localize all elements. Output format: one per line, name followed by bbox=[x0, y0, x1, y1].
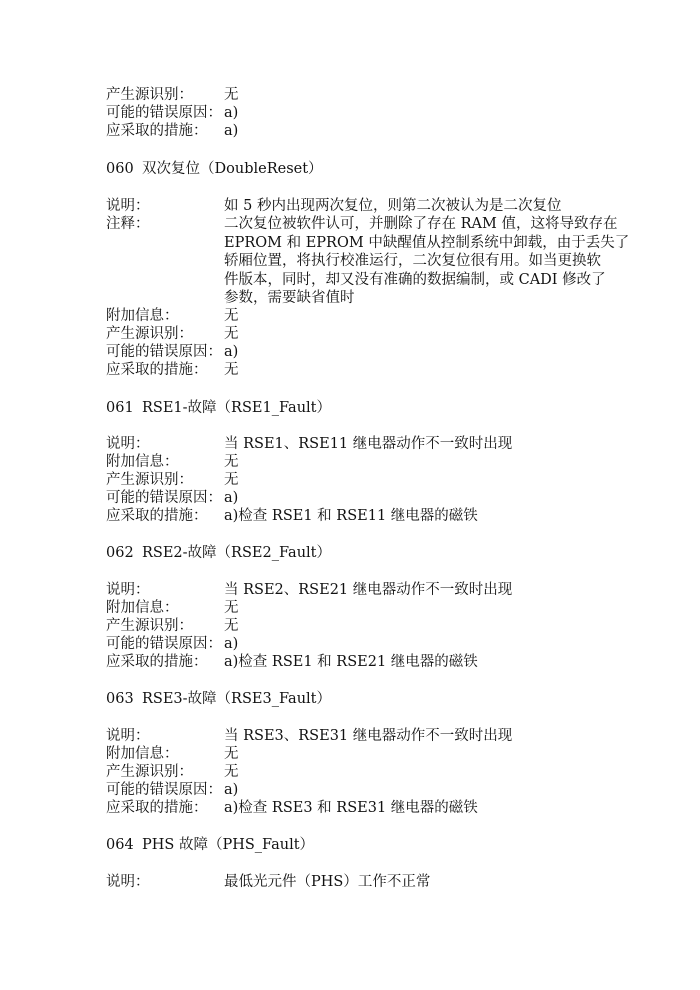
section-heading-064 bbox=[106, 836, 314, 854]
field-label: 可能的错误原因： bbox=[106, 490, 222, 506]
field-label: 可能的错误原因： bbox=[106, 782, 222, 798]
field-label: 应采取的措施： bbox=[106, 123, 208, 139]
field-value: a) bbox=[224, 344, 239, 360]
field-label: 应采取的措施： bbox=[106, 800, 208, 816]
field-value: a) bbox=[224, 782, 239, 798]
note-line: 轿厢位置，将执行校准运行，二次复位很有用。如当更换软 bbox=[224, 253, 601, 269]
field-value: a) bbox=[224, 636, 239, 652]
field-label: 产生源识别： bbox=[106, 472, 193, 488]
section-title: RSE2-故障（RSE2_Fault） bbox=[142, 545, 331, 561]
field-value: 无 bbox=[224, 454, 239, 470]
field-value: 无 bbox=[224, 746, 239, 762]
field-label: 应采取的措施： bbox=[106, 508, 208, 524]
section-heading-060 bbox=[106, 160, 323, 178]
field-value: a)检查 RSE1 和 RSE21 继电器的磁铁 bbox=[224, 654, 478, 670]
section-heading-061 bbox=[106, 399, 331, 417]
field-label: 说明： bbox=[106, 874, 150, 890]
field-label: 说明： bbox=[106, 198, 150, 214]
field-label: 说明： bbox=[106, 582, 150, 598]
field-value: a)检查 RSE3 和 RSE31 继电器的磁铁 bbox=[224, 800, 478, 816]
note-line: 二次复位被软件认可，并删除了存在 RAM 值，这将导致存在 bbox=[224, 216, 618, 232]
field-label: 附加信息： bbox=[106, 746, 179, 762]
section-title: 双次复位（DoubleReset） bbox=[142, 161, 323, 177]
field-value: a) bbox=[224, 105, 239, 121]
field-value: 当 RSE1、RSE11 继电器动作不一致时出现 bbox=[224, 436, 513, 452]
field-label: 说明： bbox=[106, 436, 150, 452]
field-label: 产生源识别： bbox=[106, 764, 193, 780]
field-value: 无 bbox=[224, 618, 239, 634]
field-label: 可能的错误原因： bbox=[106, 636, 222, 652]
note-line: EPROM 和 EPROM 中缺醒值从控制系统中卸载，由于丢失了 bbox=[224, 234, 630, 251]
note-label: 注释： bbox=[106, 216, 150, 232]
field-label: 应采取的措施： bbox=[106, 654, 208, 670]
field-label: 附加信息： bbox=[106, 308, 179, 324]
field-value: 当 RSE2、RSE21 继电器动作不一致时出现 bbox=[224, 582, 513, 598]
field-label: 产生源识别： bbox=[106, 618, 193, 634]
section-heading-063 bbox=[106, 690, 331, 708]
section-code: 061 bbox=[106, 400, 134, 416]
field-value: 无 bbox=[224, 308, 239, 324]
section-title: RSE1-故障（RSE1_Fault） bbox=[142, 400, 331, 416]
field-value: 无 bbox=[224, 326, 239, 342]
field-label: 说明： bbox=[106, 728, 150, 744]
field-label: 产生源识别： bbox=[106, 87, 193, 103]
section-code: 063 bbox=[106, 691, 134, 707]
field-value: 当 RSE3、RSE31 继电器动作不一致时出现 bbox=[224, 728, 513, 744]
section-code: 060 bbox=[106, 161, 134, 177]
field-label: 附加信息： bbox=[106, 600, 179, 616]
field-value: 无 bbox=[224, 764, 239, 780]
field-value: a)检查 RSE1 和 RSE11 继电器的磁铁 bbox=[224, 508, 478, 524]
field-value: 无 bbox=[224, 472, 239, 488]
field-label: 可能的错误原因： bbox=[106, 344, 222, 360]
section-heading-062 bbox=[106, 544, 331, 562]
field-value: 最低光元件（PHS）工作不正常 bbox=[224, 874, 431, 890]
field-value: 如 5 秒内出现两次复位，则第二次被认为是二次复位 bbox=[224, 198, 562, 214]
field-value: a) bbox=[224, 123, 239, 139]
note-line: 件版本，同时，却又没有准确的数据编制，或 CADI 修改了 bbox=[224, 271, 606, 288]
field-label: 应采取的措施： bbox=[106, 362, 208, 378]
section-title: RSE3-故障（RSE3_Fault） bbox=[142, 691, 331, 707]
field-label: 附加信息： bbox=[106, 454, 179, 470]
field-value: a) bbox=[224, 490, 239, 506]
note-paragraph bbox=[224, 215, 630, 308]
field-value: 无 bbox=[224, 600, 239, 616]
field-value: 无 bbox=[224, 362, 239, 378]
section-title: PHS 故障（PHS_Fault） bbox=[142, 837, 315, 853]
field-value: 无 bbox=[224, 87, 239, 103]
section-code: 062 bbox=[106, 545, 134, 561]
note-line: 参数，需要缺省值时 bbox=[224, 290, 355, 306]
section-code: 064 bbox=[106, 837, 134, 853]
field-label: 产生源识别： bbox=[106, 326, 193, 342]
field-label: 可能的错误原因： bbox=[106, 105, 222, 121]
